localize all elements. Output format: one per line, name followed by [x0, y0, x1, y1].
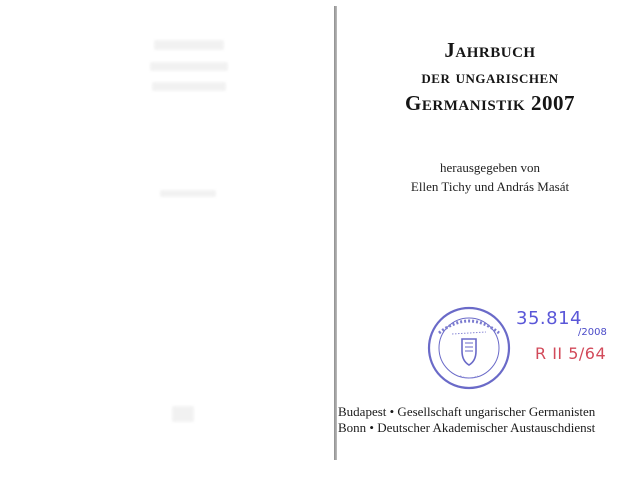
call-number: R II 5/64	[535, 344, 607, 363]
bleed-through-mark	[152, 82, 226, 91]
publisher-line-1: Budapest • Gesellschaft ungarischer Germanisten	[338, 404, 596, 419]
editor-intro: herausgegeben von	[440, 160, 540, 175]
publisher-line-2: Bonn • Deutscher Akademischer Austauschdienst	[338, 420, 596, 435]
bleed-through-mark	[160, 190, 216, 197]
bleed-through-mark	[154, 40, 224, 50]
library-stamp-seal	[426, 305, 512, 391]
editor-names: Ellen Tichy und András Masát	[410, 179, 570, 194]
book-title-line-3: Germanistik 2007	[405, 91, 575, 115]
bleed-through-mark	[172, 406, 194, 422]
book-gutter	[334, 6, 337, 460]
shelfmark-number: 35.814	[516, 308, 582, 329]
book-title-line-1: Jahrbuch	[444, 38, 536, 62]
shelfmark-year: /2008	[578, 327, 607, 338]
bleed-through-mark	[150, 62, 228, 71]
book-title-line-2: der ungarischen	[421, 67, 559, 88]
